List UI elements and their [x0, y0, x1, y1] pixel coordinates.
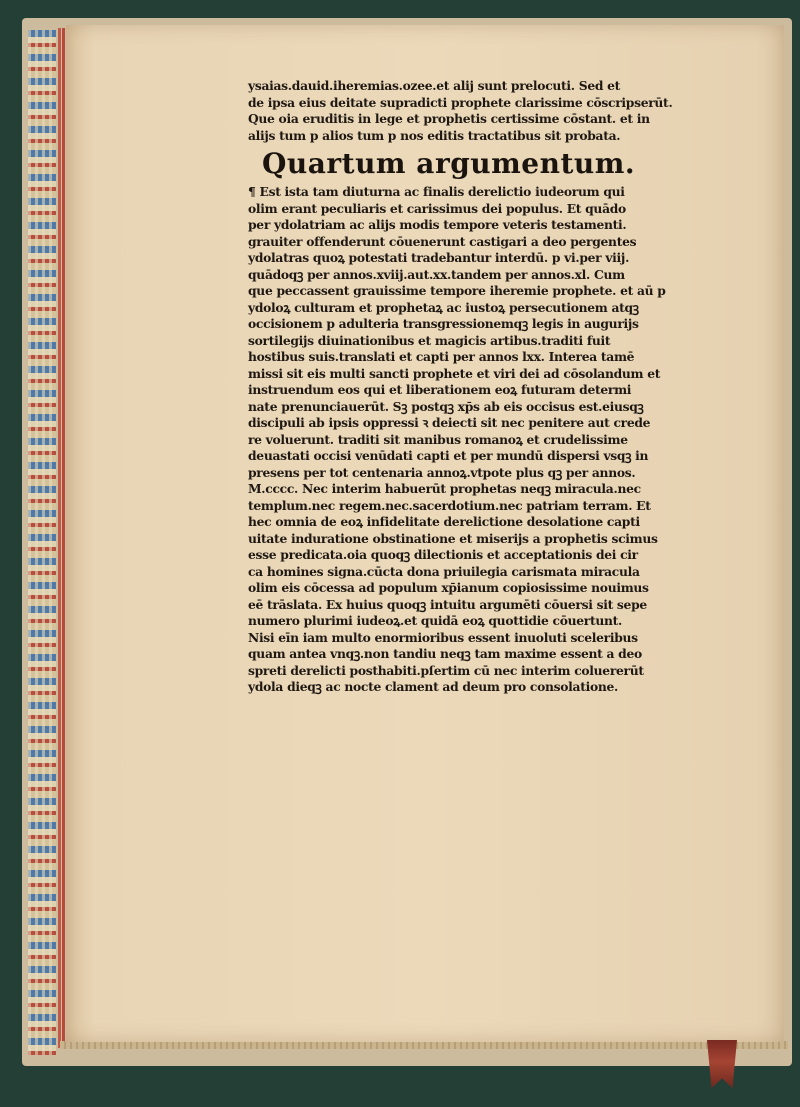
text-line: re voluerunt. traditi sit manibus romanoꝝ et crudelissime	[248, 431, 628, 447]
text-line: que peccassent grauissime tempore iheremie prophete. et aū p	[248, 283, 666, 298]
text-line: Nisi eīn iam multo enormioribus essent inuoluti sceleribus	[248, 629, 638, 645]
text-line: instruendum eos qui et liberationem eoꝝ futuram determi	[248, 382, 632, 397]
text-line: per ydolatriam ac alijs modis tempore veteris testamenti.	[248, 217, 627, 232]
text-line: olim eis cōcessa ad populum xp̄ianum copiosissime nouimus	[248, 580, 649, 595]
text-line: ydolatras quoꝝ potestati tradebantur interdū. p vi.per viij.	[248, 250, 630, 265]
text-line: spreti derelicti posthabiti.pſertim cū nec interim coluererūt	[248, 662, 644, 678]
text-line: hostibus suis.translati et capti per annos lxx. Interea tamē	[248, 349, 635, 364]
marbled-endpaper	[28, 30, 56, 1055]
text-lines-after	[248, 184, 688, 696]
page-stack-edge	[60, 1041, 788, 1049]
text-line: uitate induratione obstinatione et miserijs a prophetis scimus	[248, 530, 658, 546]
text-line: sortilegijs diuinationibus et magicis artibus.traditi fuit	[248, 332, 611, 348]
text-line: ca homines signa.cūcta dona priuilegia carismata miracula	[248, 563, 640, 579]
page-edge	[58, 28, 61, 1048]
text-line: olim erant peculiaris et carissimus dei populus. Et quādo	[248, 200, 626, 216]
text-lines-before	[248, 78, 688, 144]
text-line: quam antea vnqꝫ.non tandiu neqꝫ tam maxime essent a deo	[248, 646, 642, 661]
section-heading: Quartum argumentum.	[262, 147, 636, 180]
text-line: discipuli ab ipsis oppressi ꝛ deiecti sit nec penitere aut crede	[248, 415, 651, 430]
text-line: ydoloꝝ culturam et prophetaꝝ ac iustoꝝ persecutionem atqꝫ	[248, 299, 639, 315]
text-line: esse predicata.oia quoqꝫ dilectionis et acceptationis dei cir	[248, 547, 638, 562]
text-line: numero plurimi iudeoꝝ.et quidā eoꝝ quottidie cōuertunt.	[248, 613, 622, 628]
text-line: hec omnia de eoꝝ infidelitate derelictione desolatione capti	[248, 514, 640, 529]
text-line: presens per tot centenaria annoꝝ.vtpote plus qꝫ per annos.	[248, 464, 636, 480]
text-line: nate prenunciauerūt. Sꝫ postqꝫ xp̄s ab eis occisus est.eiusqꝫ	[248, 398, 644, 414]
text-line: grauiter offenderunt cōuenerunt castigari a deo pergentes	[248, 233, 637, 249]
text-line: ydola dieqꝫ ac nocte clament ad deum pro consolatione.	[248, 679, 618, 694]
text-line: missi sit eis multi sancti prophete et viri dei ad cōsolandum et	[248, 365, 661, 381]
text-line: M.cccc. Nec interim habuerūt prophetas neqꝫ miracula.nec	[248, 481, 641, 496]
bookmark-ribbon	[707, 1040, 737, 1088]
text-line: Que oia eruditis in lege et prophetis certissime cōstant. et in	[248, 111, 650, 126]
text-line: templum.nec regem.nec.sacerdotium.nec patriam terram. Et	[248, 497, 651, 513]
text-line: quādoqꝫ per annos.xviij.aut.xx.tandem per annos.xl. Cum	[248, 266, 625, 282]
page-edge	[62, 28, 65, 1048]
text-line: ysaias.dauid.iheremias.ozee.et alij sunt prelocuti. Sed et	[248, 78, 621, 93]
text-line: ¶ Est ista tam diuturna ac finalis derelictio iudeorum qui	[248, 184, 625, 199]
page-text	[248, 78, 688, 696]
text-line: deuastati occisi venūdati capti et per mundū dispersi vsqꝫ in	[248, 448, 649, 463]
text-line: de ipsa eius deitate supradicti prophete clarissime cōscripserūt.	[248, 94, 673, 110]
text-line: occisionem p adulteria transgressionemqꝫ legis in augurijs	[248, 316, 639, 331]
text-line: alijs tum p alios tum p nos editis tractatibus sit probata.	[248, 127, 621, 143]
text-line: eē trāslata. Ex huius quoqꝫ intuitu argumēti cōuersi sit sepe	[248, 596, 647, 612]
